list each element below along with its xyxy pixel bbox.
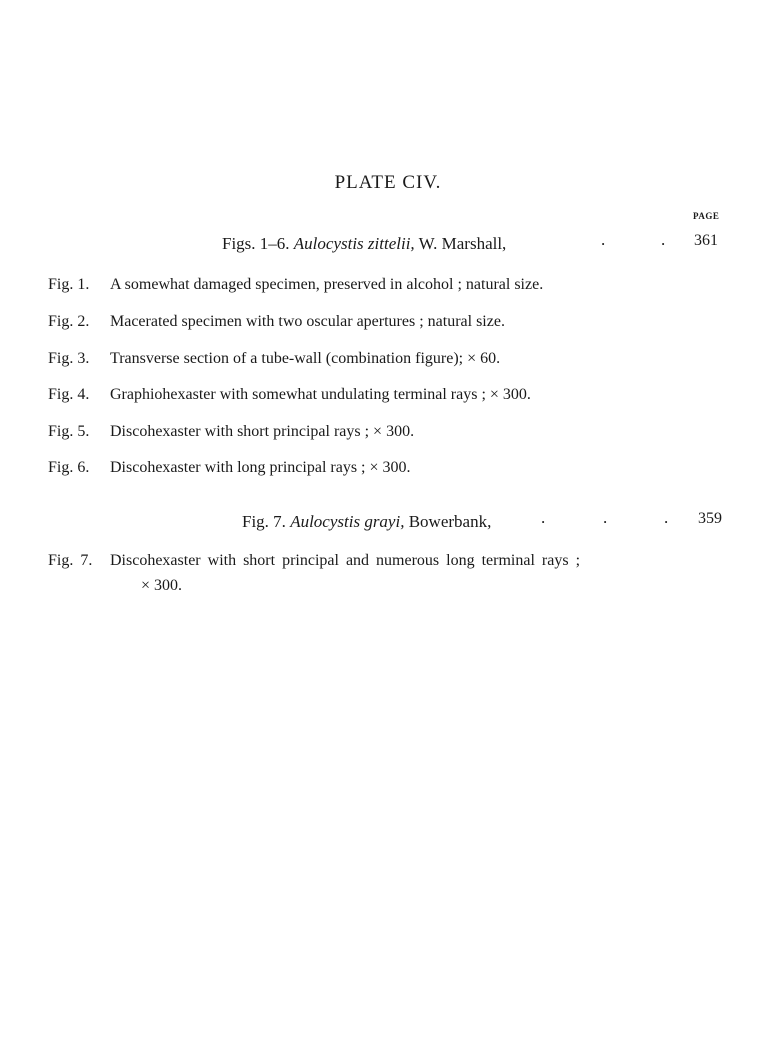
leader-dot: . [601, 230, 606, 249]
figure-entry [48, 423, 414, 441]
figure-caption: Graphiohexaster with somewhat undulating terminal rays ; × 300. [110, 386, 531, 403]
leader-dot: . [661, 230, 666, 249]
figure-label: Fig. 4. [48, 386, 90, 403]
figure-entry [48, 386, 531, 404]
figure-entry [48, 459, 411, 477]
figure-label: Fig. 1. [48, 276, 90, 293]
figure-caption: Discohexaster with short principal rays ; × 300. [110, 423, 415, 440]
figure-caption: Macerated specimen with two oscular apertures ; natural size. [110, 313, 505, 330]
leader-dot: . [603, 508, 608, 527]
species-author: W. Marshall, [418, 234, 507, 253]
figure-group-heading [242, 512, 491, 532]
figure-range: Figs. 1–6. [222, 234, 290, 253]
page-number: 359 [698, 510, 722, 527]
figure-caption: Discohexaster with short principal and numerous long terminal rays ; [110, 552, 581, 569]
figure-label: Fig. 3. [48, 350, 90, 367]
figure-entry [48, 350, 500, 368]
figure-range: Fig. 7. [242, 512, 286, 531]
leader-dot: . [541, 508, 546, 527]
leader-dot: . [664, 508, 669, 527]
figure-group-heading [222, 234, 506, 254]
figure-entry [48, 313, 505, 331]
figure-entry [48, 552, 580, 570]
figure-label: Fig. 5. [48, 423, 90, 440]
species-author: Bowerbank, [408, 512, 492, 531]
figure-label: Fig. 6. [48, 459, 90, 476]
species-name: Aulocystis grayi, [290, 512, 405, 531]
figure-label: Fig. 2. [48, 313, 90, 330]
figure-caption: Transverse section of a tube-wall (combination figure); × 60. [110, 350, 501, 367]
figure-caption-continuation: × 300. [141, 577, 183, 594]
figure-entry [48, 276, 543, 294]
figure-caption: A somewhat damaged specimen, preserved in alcohol ; natural size. [110, 276, 544, 293]
figure-caption: Discohexaster with long principal rays ; × 300. [110, 459, 411, 476]
figure-label: Fig. 7. [48, 552, 93, 569]
species-name: Aulocystis zittelii, [293, 234, 415, 253]
page-number: 361 [694, 232, 718, 249]
plate-title: PLATE CIV. [334, 172, 442, 193]
page-column-header: PAGE [693, 211, 720, 221]
